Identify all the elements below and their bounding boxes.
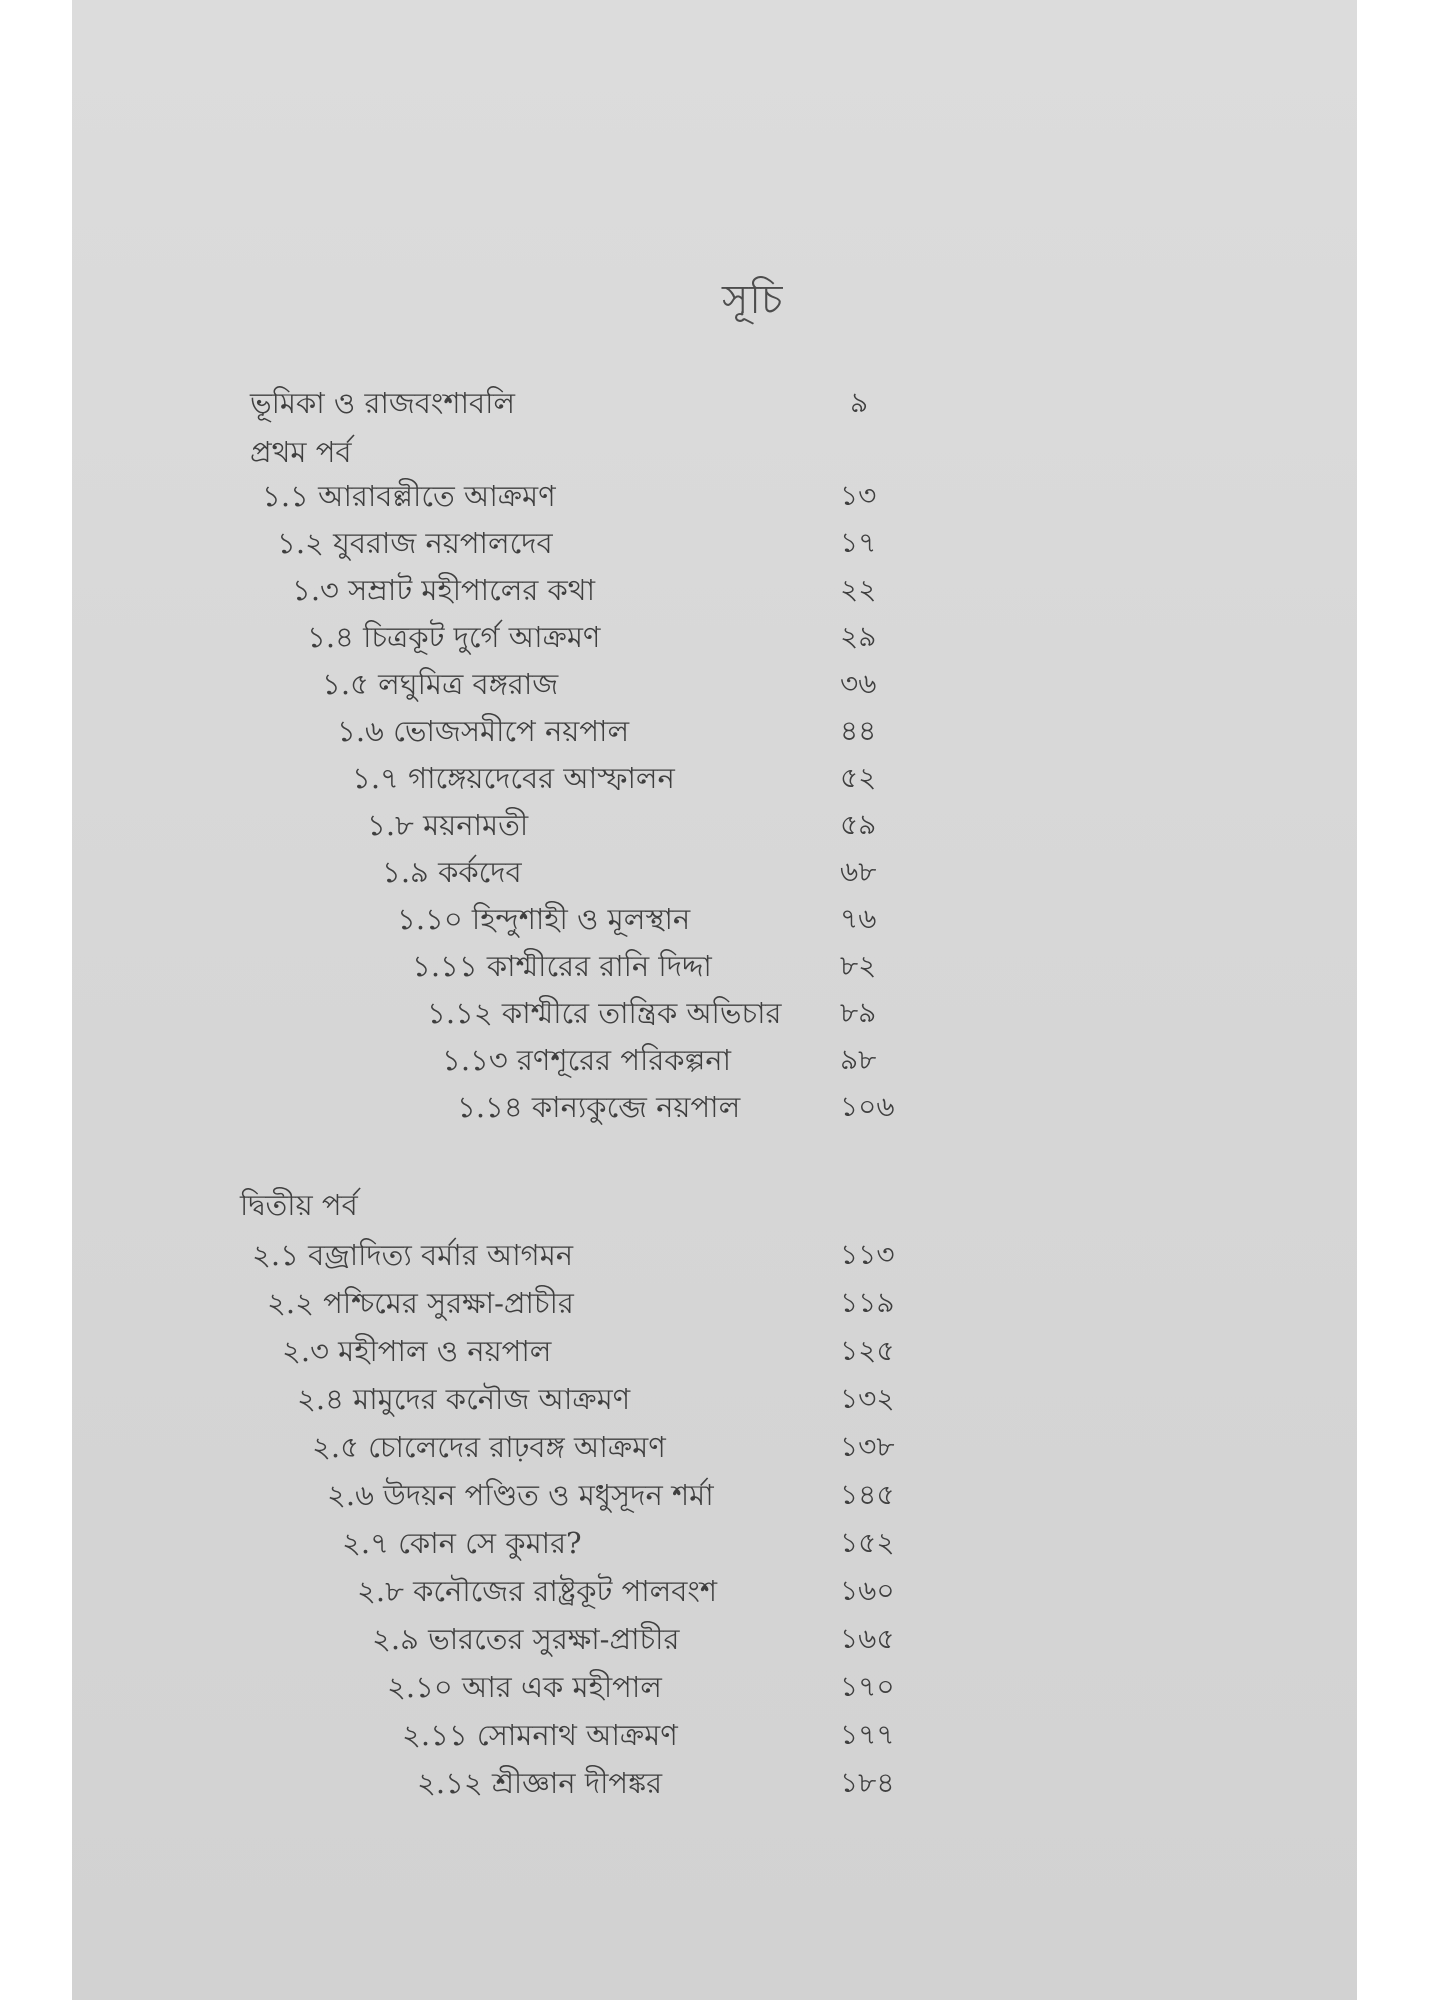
toc-entry-page: ২২ (840, 573, 877, 606)
toc-entry-label: ২.৯ ভারতের সুরক্ষা-প্রাচীর (372, 1622, 680, 1656)
book-page (72, 0, 1357, 2000)
toc-entry-label: ২.২ পশ্চিমের সুরক্ষা-প্রাচীর (267, 1286, 574, 1320)
toc-entry-label: ১.৪ চিত্রকূট দুর্গে আক্রমণ (307, 620, 601, 654)
toc-entry-label: ১.১ আরাবল্লীতে আক্রমণ (262, 479, 556, 513)
toc-entry-label: ১.৯ কর্কদেব (382, 855, 522, 889)
toc-entry-label: ১.৭ গাঙ্গেয়দেবের আস্ফালন (352, 761, 675, 795)
toc-entry-label: ১.৩ সম্রাট মহীপালের কথা (292, 573, 596, 607)
toc-entry-page: ৯৮ (840, 1043, 877, 1076)
toc-entry-page: ১৭ (840, 526, 877, 559)
toc-entry-label: ১.১৩ রণশূরের পরিকল্পনা (442, 1043, 731, 1077)
toc-entry-label: ২.৮ কনৌজের রাষ্ট্রকূট পালবংশ (357, 1574, 718, 1608)
toc-entry-page: ১১৩ (840, 1238, 895, 1271)
toc-entry-page: ৩৬ (840, 667, 877, 700)
toc-entry-label: ২.১০ আর এক মহীপাল (387, 1670, 662, 1704)
toc-entry-page: ১২৫ (840, 1334, 895, 1367)
toc-entry-page: ১৬৫ (840, 1622, 895, 1655)
toc-entry-label: ১.১০ হিন্দুশাহী ও মূলস্থান (397, 902, 691, 936)
toc-entry-page: ১৮৪ (840, 1766, 895, 1799)
toc-entry-page: ৫৯ (840, 808, 877, 841)
toc-entry-page: ১৩২ (840, 1382, 895, 1415)
toc-entry-page: ১৬০ (840, 1574, 895, 1607)
toc-entry-label: ২.১২ শ্রীজ্ঞান দীপঙ্কর (417, 1766, 663, 1800)
toc-entry-label: ১.১২ কাশ্মীরে তান্ত্রিক অভিচার (427, 996, 782, 1030)
toc-entry-page: ১৫২ (840, 1526, 895, 1559)
toc-intro-page: ৯ (850, 386, 869, 419)
toc-entry-page: ৫২ (840, 761, 877, 794)
toc-entry-label: ১.৫ লঘুমিত্র বঙ্গরাজ (322, 667, 559, 701)
toc-entry-page: ১৩৮ (840, 1430, 895, 1463)
toc-entry-page: ৮৯ (840, 996, 877, 1029)
toc-entry-page: ১৭০ (840, 1670, 895, 1703)
part2-title: দ্বিতীয় পর্ব (240, 1188, 358, 1222)
toc-entry-label: ১.২ যুবরাজ নয়পালদেব (277, 526, 553, 560)
toc-intro-label: ভূমিকা ও রাজবংশাবলি (250, 386, 516, 420)
toc-entry-page: ৭৬ (840, 902, 877, 935)
page-title: সূচি (722, 277, 784, 323)
toc-entry-page: ১৭৭ (840, 1718, 895, 1751)
toc-entry-label: ২.৩ মহীপাল ও নয়পাল (282, 1334, 552, 1368)
toc-entry-label: ২.৪ মামুদের কনৌজ আক্রমণ (297, 1382, 631, 1416)
toc-entry-page: ৮২ (840, 949, 877, 982)
toc-entry-page: ৬৮ (840, 855, 877, 888)
toc-entry-page: ৪৪ (840, 714, 877, 747)
toc-entry-label: ১.১৪ কান্যকুব্জে নয়পাল (457, 1090, 741, 1124)
toc-entry-page: ১০৬ (840, 1090, 895, 1123)
toc-entry-label: ২.৭ কোন সে কুমার? (342, 1526, 582, 1560)
toc-entry-page: ১১৯ (840, 1286, 895, 1319)
toc-entry-page: ২৯ (840, 620, 877, 653)
toc-entry-label: ১.৮ ময়নামতী (367, 808, 529, 842)
toc-entry-label: ২.৫ চোলেদের রাঢ়বঙ্গ আক্রমণ (312, 1430, 666, 1464)
toc-entry-label: ২.১১ সোমনাথ আক্রমণ (402, 1718, 678, 1752)
toc-entry-label: ২.৬ উদয়ন পণ্ডিত ও মধুসূদন শর্মা (327, 1478, 714, 1512)
part1-title: প্রথম পর্ব (250, 435, 352, 469)
toc-entry-page: ১৪৫ (840, 1478, 895, 1511)
toc-entry-page: ১৩ (840, 479, 877, 512)
toc-entry-label: ১.৬ ভোজসমীপে নয়পাল (337, 714, 630, 748)
toc-entry-label: ১.১১ কাশ্মীরের রানি দিদ্দা (412, 949, 712, 983)
toc-entry-label: ২.১ বজ্রাদিত্য বর্মার আগমন (252, 1238, 574, 1272)
